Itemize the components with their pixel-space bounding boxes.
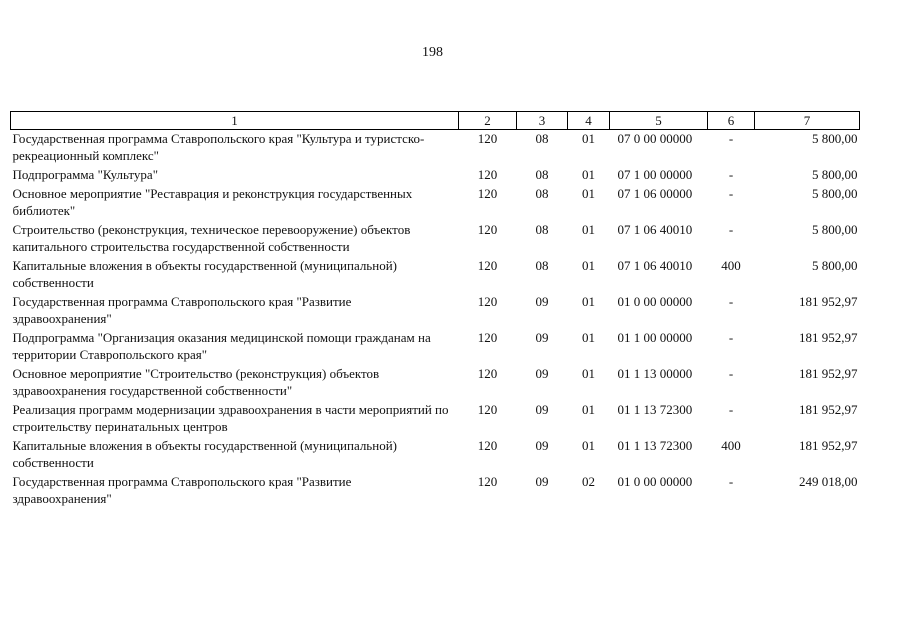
cell-c4: 01 <box>582 294 595 309</box>
cell-name: Строительство (реконструкция, техническое перевооружение) объектов капитального строительства государственной собственности <box>12 222 411 254</box>
cell-name: Капитальные вложения в объекты государственной (муниципальной) собственности <box>12 438 397 470</box>
table-row <box>11 185 860 221</box>
cell-c4: 01 <box>582 258 595 273</box>
cell-c2: 120 <box>477 402 498 417</box>
cell-name: Государственная программа Ставропольского края "Развитие здравоохранения" <box>12 474 352 506</box>
header-row <box>11 112 860 130</box>
table-row <box>11 401 860 437</box>
cell-c7: 181 952,97 <box>799 402 858 417</box>
cell-c2: 120 <box>477 258 498 273</box>
cell-c4: 02 <box>582 474 595 489</box>
header-cell: 1 <box>11 112 459 130</box>
cell-c7: 5 800,00 <box>812 131 858 146</box>
cell-c5: 07 1 06 00000 <box>617 186 693 201</box>
cell-c4: 01 <box>582 438 595 453</box>
table-row <box>11 221 860 257</box>
cell-name: Государственная программа Ставропольского края "Культура и туристско-рекреационный комплекс" <box>12 131 425 163</box>
cell-c5: 01 1 13 72300 <box>617 438 693 453</box>
table-row <box>11 257 860 293</box>
table-row <box>11 329 860 365</box>
cell-c5: 01 1 00 00000 <box>617 330 693 345</box>
cell-c3: 09 <box>535 366 549 381</box>
table-row <box>11 130 860 167</box>
cell-name: Государственная программа Ставропольского края "Развитие здравоохранения" <box>12 294 352 326</box>
cell-c7: 5 800,00 <box>812 222 858 237</box>
cell-name: Подпрограмма "Культура" <box>12 167 159 182</box>
cell-c7: 249 018,00 <box>799 474 858 489</box>
cell-c3: 08 <box>535 167 549 182</box>
cell-name: Капитальные вложения в объекты государственной (муниципальной) собственности <box>12 258 397 290</box>
cell-name: Основное мероприятие "Строительство (реконструкция) объектов здравоохранения государственной собственности" <box>12 366 380 398</box>
cell-c7: 181 952,97 <box>799 366 858 381</box>
cell-c7: 181 952,97 <box>799 438 858 453</box>
cell-c2: 120 <box>477 294 498 309</box>
cell-c3: 09 <box>535 402 549 417</box>
header-cell: 3 <box>517 112 568 130</box>
cell-c3: 09 <box>535 474 549 489</box>
table-row <box>11 293 860 329</box>
header-cell: 4 <box>568 112 610 130</box>
cell-c5: 07 1 06 40010 <box>617 222 693 237</box>
cell-c6: - <box>728 131 734 146</box>
cell-c2: 120 <box>477 131 498 146</box>
cell-c5: 07 0 00 00000 <box>617 131 693 146</box>
cell-c6: 400 <box>721 438 741 453</box>
cell-c7: 181 952,97 <box>799 330 858 345</box>
cell-c3: 09 <box>535 330 549 345</box>
cell-c6: - <box>728 402 734 417</box>
cell-c5: 01 1 13 00000 <box>617 366 693 381</box>
cell-c2: 120 <box>477 330 498 345</box>
cell-c5: 01 0 00 00000 <box>617 474 693 489</box>
cell-c6: - <box>728 186 734 201</box>
cell-c5: 01 0 00 00000 <box>617 294 693 309</box>
cell-c3: 08 <box>535 186 549 201</box>
cell-c2: 120 <box>477 366 498 381</box>
cell-name: Подпрограмма "Организация оказания медицинской помощи гражданам на территории Ставропольского края" <box>12 330 431 362</box>
cell-c2: 120 <box>477 438 498 453</box>
cell-c5: 07 1 00 00000 <box>617 167 693 182</box>
cell-c2: 120 <box>477 474 498 489</box>
header-cell: 7 <box>755 112 860 130</box>
cell-c3: 08 <box>535 222 549 237</box>
cell-c7: 181 952,97 <box>799 294 858 309</box>
cell-c5: 07 1 06 40010 <box>617 258 693 273</box>
header-cell: 6 <box>708 112 755 130</box>
cell-c3: 08 <box>535 131 549 146</box>
cell-c7: 5 800,00 <box>812 258 858 273</box>
cell-c6: - <box>728 294 734 309</box>
budget-table <box>10 111 860 509</box>
cell-c4: 01 <box>582 131 595 146</box>
table-row <box>11 437 860 473</box>
cell-c2: 120 <box>477 222 498 237</box>
cell-c5: 01 1 13 72300 <box>617 402 693 417</box>
cell-c7: 5 800,00 <box>812 167 858 182</box>
cell-c4: 01 <box>582 402 595 417</box>
cell-c2: 120 <box>477 167 498 182</box>
cell-c4: 01 <box>582 366 595 381</box>
page-number: 198 <box>422 45 443 60</box>
cell-c3: 09 <box>535 294 549 309</box>
cell-c3: 09 <box>535 438 549 453</box>
table-row <box>11 166 860 185</box>
cell-c2: 120 <box>477 186 498 201</box>
header-cell: 2 <box>459 112 517 130</box>
cell-c7: 5 800,00 <box>812 186 858 201</box>
cell-c6: - <box>728 474 734 489</box>
cell-c6: - <box>728 167 734 182</box>
cell-c6: - <box>728 330 734 345</box>
table-row <box>11 473 860 509</box>
cell-c4: 01 <box>582 167 595 182</box>
table-row <box>11 365 860 401</box>
cell-c6: - <box>728 366 734 381</box>
cell-name: Основное мероприятие "Реставрация и реконструкция государственных библиотек" <box>12 186 413 218</box>
cell-c4: 01 <box>582 186 595 201</box>
header-cell: 5 <box>610 112 708 130</box>
cell-c4: 01 <box>582 222 595 237</box>
cell-name: Реализация программ модернизации здравоохранения в части мероприятий по строительству перинатальных центров <box>12 402 449 434</box>
cell-c4: 01 <box>582 330 595 345</box>
cell-c6: 400 <box>721 258 741 273</box>
cell-c6: - <box>728 222 734 237</box>
cell-c3: 08 <box>535 258 549 273</box>
